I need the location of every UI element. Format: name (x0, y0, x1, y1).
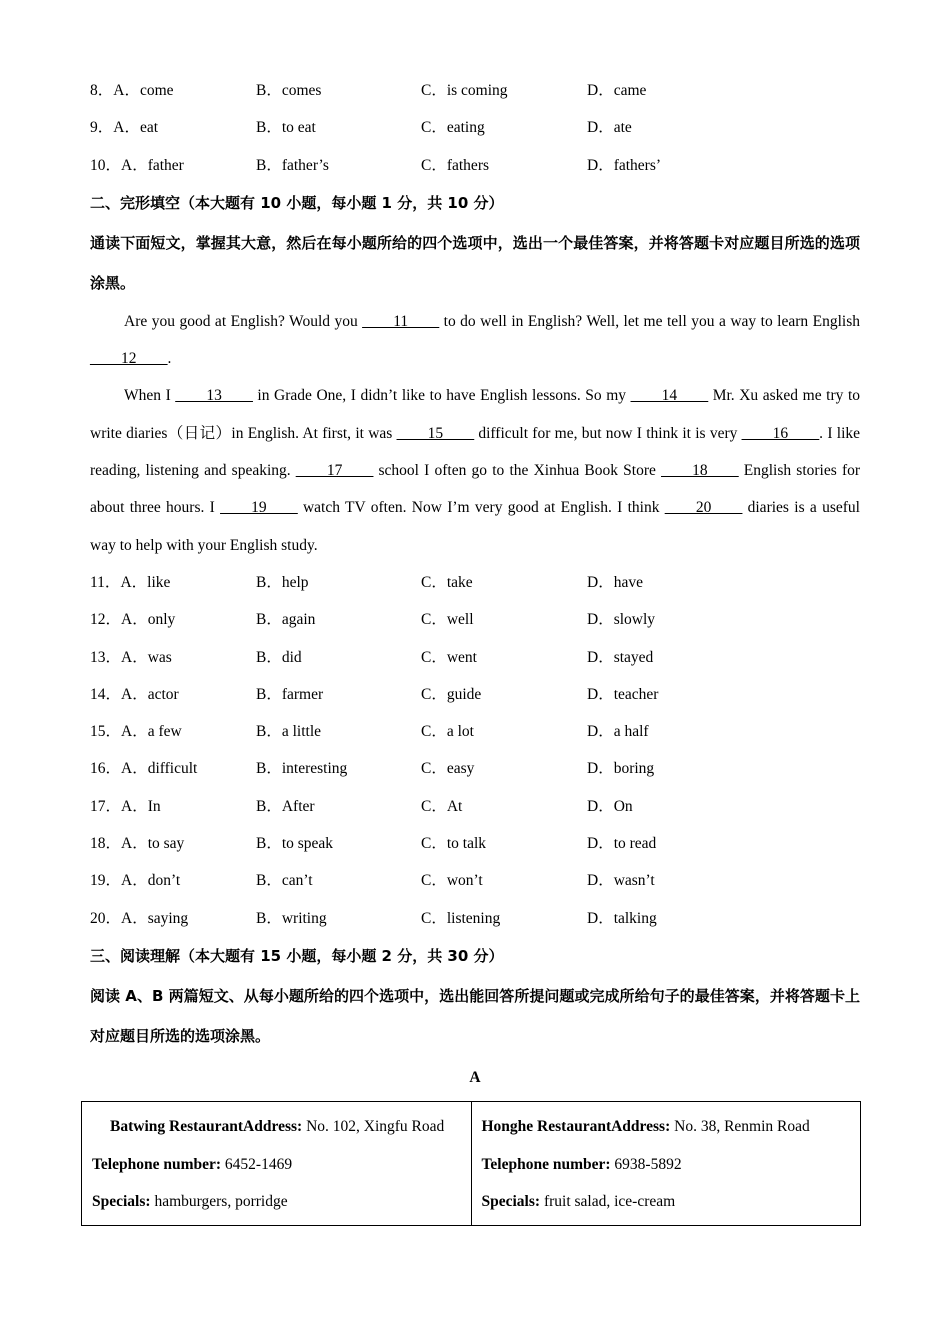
cloze-blank-17: ____17____ (295, 462, 374, 480)
restaurant-name: Batwing Restaurant (110, 1118, 244, 1135)
option-d: D．teacher (587, 685, 659, 703)
option-a: A．come (113, 82, 174, 99)
phone-value: 6938-5892 (610, 1155, 682, 1173)
question-row-12 (90, 601, 860, 638)
question-row-14 (90, 676, 860, 713)
option-b: B．a little (256, 723, 322, 741)
cloze-text: Mr. Xu asked me try to write diaries（日记）in English. At first, it was (90, 387, 860, 442)
option-b: B．to eat (256, 119, 316, 137)
option-c: C．At (421, 797, 463, 815)
question-number: 8． (90, 82, 114, 99)
option-d: D．have (587, 573, 643, 591)
question-number: 13． (90, 648, 122, 666)
option-a: A．saying (121, 909, 189, 927)
option-b: B．interesting (256, 760, 348, 778)
option-a: A．In (121, 797, 161, 815)
cloze-blank-19: ____19____ (220, 499, 298, 517)
cloze-paragraph-1 (90, 303, 860, 378)
question-row-17 (90, 788, 860, 825)
question-row-11 (90, 564, 860, 601)
cloze-paragraph-2 (90, 377, 860, 563)
option-c: C．eating (421, 119, 485, 137)
cloze-text: in Grade One, I didn’t like to have English lessons. So my (252, 387, 631, 405)
cloze-blank-14: ____14____ (630, 387, 709, 405)
address-value: No. 102, Xingfu Road (302, 1118, 445, 1135)
question-number: 20． (90, 909, 122, 927)
option-a: A．was (121, 648, 172, 666)
section-2-heading: 二、完形填空（本大题有 10 小题，每小题 1 分，共 10 分） (90, 193, 504, 212)
option-d: D．came (587, 82, 647, 99)
passage-label: A (469, 1068, 481, 1086)
option-d: D．a half (587, 723, 649, 741)
cloze-blank-12: ____12____ (90, 350, 168, 368)
cloze-blank-13: ____13____ (175, 387, 253, 405)
question-number: 9． (90, 119, 114, 137)
cloze-blank-16: ____16____ (741, 424, 820, 442)
question-number: 12． (90, 611, 122, 629)
option-b: B．to speak (256, 835, 334, 853)
specials-label: Specials: (92, 1193, 151, 1210)
address-value: No. 38, Renmin Road (670, 1118, 810, 1135)
specials-label: Specials: (481, 1193, 541, 1210)
phone-value: 6452-1469 (221, 1155, 293, 1173)
option-a: A．like (120, 573, 171, 591)
question-number: 14． (90, 685, 122, 703)
address-label: Address: (611, 1118, 671, 1135)
option-b: B．help (256, 573, 309, 591)
option-c: C．easy (421, 760, 475, 778)
phone-label: Telephone number: (92, 1155, 222, 1173)
option-d: D．wasn’t (587, 872, 655, 890)
question-row-9 (90, 109, 860, 146)
option-c: C．won’t (421, 872, 483, 890)
question-number: 16． (90, 760, 122, 778)
address-label: Address: (243, 1118, 303, 1135)
cloze-text: English stories for about three hours. I (90, 462, 861, 517)
option-c: C．take (421, 573, 473, 591)
cloze-text: to do well in English? Well, let me tell you a way to learn English (439, 312, 861, 330)
option-d: D．fathers’ (587, 156, 662, 174)
option-b: B．writing (256, 909, 327, 927)
specials-value: fruit salad, ice-cream (540, 1193, 676, 1210)
option-b: B．did (256, 648, 302, 666)
question-row-15 (90, 713, 860, 750)
question-number: 10． (90, 156, 122, 174)
option-b: B．After (256, 797, 315, 815)
option-c: C．listening (421, 909, 501, 927)
section-3-instruction: 阅读 A、B 两篇短文、从每小题所给的四个选项中，选出能回答所提问题或完成所给句子的最佳答案，并将答题卡上对应题目所选的选项涂黑。 (90, 986, 860, 1045)
option-a: A．difficult (121, 760, 198, 778)
option-a: A．only (121, 611, 176, 629)
cloze-text: difficult for me, but now I think it is very (474, 424, 742, 442)
restaurant-table (81, 1101, 861, 1226)
cloze-text: watch TV often. Now I’m very good at English. I think (297, 499, 665, 517)
restaurant-name: Honghe Restaurant (481, 1118, 612, 1135)
option-a: A．actor (121, 685, 179, 703)
question-number: 11． (90, 573, 121, 591)
option-c: C．fathers (421, 156, 490, 174)
option-d: D．to read (587, 835, 657, 853)
option-b: B．can’t (256, 872, 313, 890)
question-row-19 (90, 862, 860, 899)
option-c: C．went (421, 648, 477, 666)
question-row-10 (90, 147, 860, 184)
restaurant-cell-honghe (471, 1102, 861, 1225)
phone-label: Telephone number: (481, 1155, 611, 1173)
specials-value: hamburgers, porridge (150, 1193, 288, 1210)
option-d: D．slowly (587, 611, 656, 629)
option-a: A．father (121, 156, 184, 174)
option-b: B．comes (256, 82, 322, 99)
cloze-blank-18: ____18____ (661, 462, 739, 480)
cloze-blank-15: ____15____ (396, 424, 475, 442)
question-row-13 (90, 639, 860, 676)
question-number: 15． (90, 723, 122, 741)
option-a: A．don’t (121, 872, 181, 890)
cloze-text: . I like reading, listening and speaking. (90, 424, 860, 480)
question-number: 19． (90, 872, 122, 890)
question-group-cloze (90, 564, 860, 937)
restaurant-cell-batwing (82, 1102, 471, 1225)
cloze-text: diaries is a useful way to help with your English study. (90, 499, 860, 554)
cloze-text: . (167, 350, 172, 368)
question-row-20 (90, 900, 860, 937)
cloze-text: When I (124, 387, 176, 405)
exam-page (90, 72, 860, 1098)
option-c: C．to talk (421, 835, 487, 853)
section-3-heading: 三、阅读理解（本大题有 15 小题，每小题 2 分，共 30 分） (90, 946, 504, 965)
option-c: C．is coming (421, 82, 508, 99)
question-number: 18． (90, 835, 122, 853)
cloze-text: school I often go to the Xinhua Book Store (373, 462, 662, 480)
option-a: A．eat (113, 119, 159, 137)
question-group-top (90, 72, 860, 184)
option-b: B．father’s (256, 156, 329, 174)
question-row-16 (90, 750, 860, 787)
option-c: C．a lot (421, 723, 474, 741)
option-b: B．farmer (256, 685, 324, 703)
cloze-blank-20: ____20____ (664, 499, 743, 517)
option-c: C．guide (421, 685, 482, 703)
section-2-instruction: 通读下面短文，掌握其大意，然后在每小题所给的四个选项中，选出一个最佳答案，并将答题卡对应题目所选的选项涂黑。 (90, 233, 860, 292)
option-d: D．boring (587, 760, 655, 778)
option-d: D．stayed (587, 648, 654, 666)
cloze-text: Are you good at English? Would you (124, 312, 363, 330)
option-d: D．On (587, 797, 633, 815)
question-number: 17． (90, 797, 122, 815)
option-a: A．a few (121, 723, 182, 741)
cloze-blank-11: ____11____ (362, 312, 440, 330)
option-d: D．talking (587, 909, 657, 927)
option-c: C．well (421, 611, 474, 629)
option-a: A．to say (121, 835, 185, 853)
option-d: D．ate (587, 119, 632, 137)
question-row-18 (90, 825, 860, 862)
option-b: B．again (256, 611, 316, 629)
question-row-8 (90, 72, 860, 109)
